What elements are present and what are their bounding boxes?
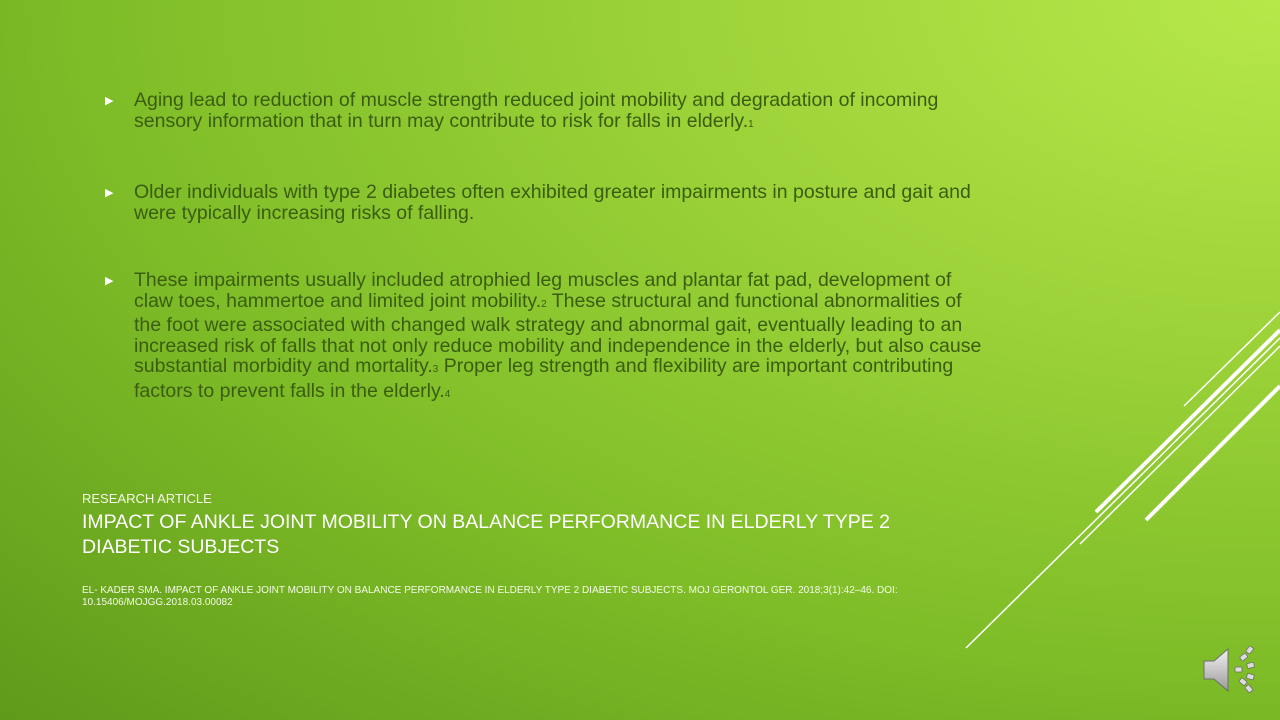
bullet-text: Older individuals with type 2 diabetes often exhibited greater impairments in posture and gait and were typically increasing risks of falling. [134, 181, 971, 224]
decorative-line [1146, 386, 1280, 520]
article-citation: EL- KADER SMA. IMPACT OF ANKLE JOINT MOBILITY ON BALANCE PERFORMANCE IN ELDERLY TYPE 2 DIABETIC SUBJECTS. MOJ GERONTOL GER. 2018;3(1):42‒46. DOI: 10.15406/MOJGG.2018.03.00082 [82, 585, 898, 608]
reference-number: 3 [432, 364, 439, 375]
triangle-bullet-icon: ▶ [105, 95, 114, 107]
bullet-text: These impairments usually included atrophied leg muscles and plantar fat pad, development of claw toes, hammertoe and limited joint mobility. [134, 269, 952, 312]
decorative-line [1096, 330, 1280, 512]
decorative-line [1184, 312, 1280, 406]
article-title: IMPACT OF ANKLE JOINT MOBILITY ON BALANCE PERFORMANCE IN ELDERLY TYPE 2 DIABETIC SUBJECTS [82, 511, 891, 558]
decorative-line [966, 338, 1280, 648]
bullet-text: These structural and functional abnormalities of the foot were associated with changed walk strategy and abnormal gait, eventually leading to an increased risk of falls that not only reduce mobility and independence in the elderly, but also cause substantial morbidity and mortality. [134, 289, 982, 377]
reference-number: 1 [748, 118, 754, 130]
reference-number: 4 [444, 388, 451, 400]
speaker-icon[interactable] [1202, 646, 1258, 694]
decorative-line [1080, 346, 1280, 544]
reference-number: 2 [541, 298, 547, 310]
triangle-bullet-icon: ▶ [105, 275, 114, 287]
research-article-label: RESEARCH ARTICLE [82, 491, 212, 506]
bullet-text: Aging lead to reduction of muscle strength reduced joint mobility and degradation of incoming sensory information that in turn may contribute to risk for falls in elderly. [134, 89, 939, 132]
bullet-text: Proper leg strength and flexibility are important contributing factors to prevent falls in the elderly. [134, 355, 954, 402]
triangle-bullet-icon: ▶ [105, 187, 114, 199]
